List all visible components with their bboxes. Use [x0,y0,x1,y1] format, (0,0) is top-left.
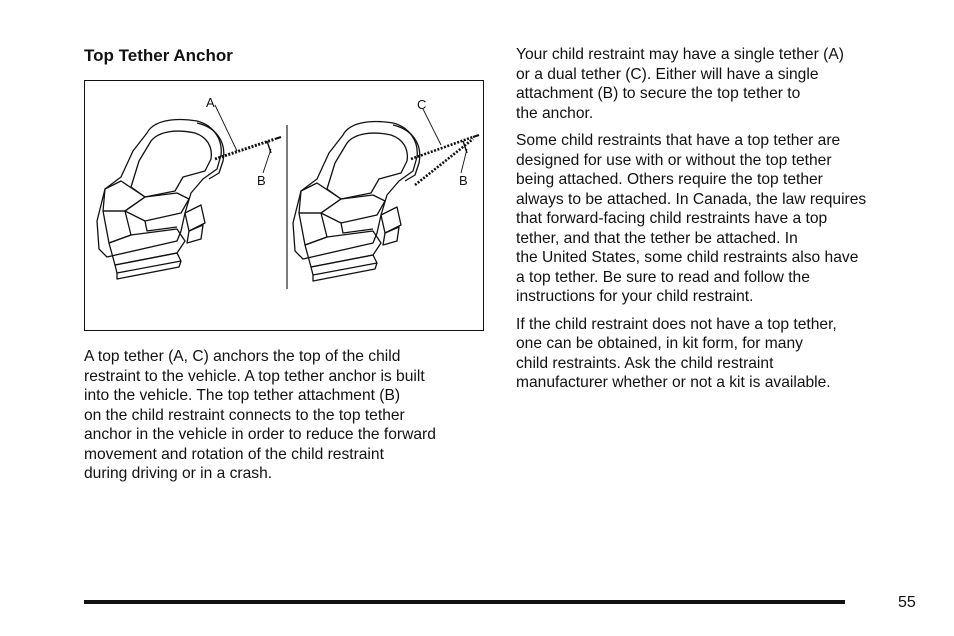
right-column [516,45,936,401]
right-child-seat [293,122,420,282]
left-column-paragraph: A top tether (A, C) anchors the top of the child restraint to the vehicle. A top tether anchor is built into the vehicle. The top tether attachment (B) on the child restraint connects to the top tether anchor in the vehicle in order to reduce the forward movement and rotation of the child restraint during driving or in a crash. [84,348,436,482]
page-number: 55 [898,594,916,611]
left-tether [215,105,281,173]
callout-a: A [206,95,215,110]
callout-b-left: B [257,173,266,188]
callout-b-right: B [459,173,468,188]
tether-figure [84,80,484,331]
right-paragraph-1: Your child restraint may have a single tether (A) or a dual tether (C). Either will have a single attachment (B) to secure the top tether to the anchor. [516,46,844,122]
left-child-seat [97,120,224,280]
section-heading: Top Tether Anchor [84,46,233,65]
callout-c: C [417,97,427,112]
right-paragraph-3: If the child restraint does not have a top tether, one can be obtained, in kit form, for many child restraints. Ask the child restraint manufacturer whether or not a kit is available. [516,315,837,391]
child-seat-tether-illustration [85,81,482,329]
right-paragraph-2: Some child restraints that have a top tether are designed for use with or without the top tether being attached. Others require the top tether always to be attached. In Canada, the law requires that forward-facing child restraints have a top tether, and that the tether be attached. In the United States, some child restraints also have a top tether. Be sure to read and follow the instructions for your child restraint. [516,132,867,305]
footer-rule [84,600,845,604]
right-tether [411,109,479,185]
